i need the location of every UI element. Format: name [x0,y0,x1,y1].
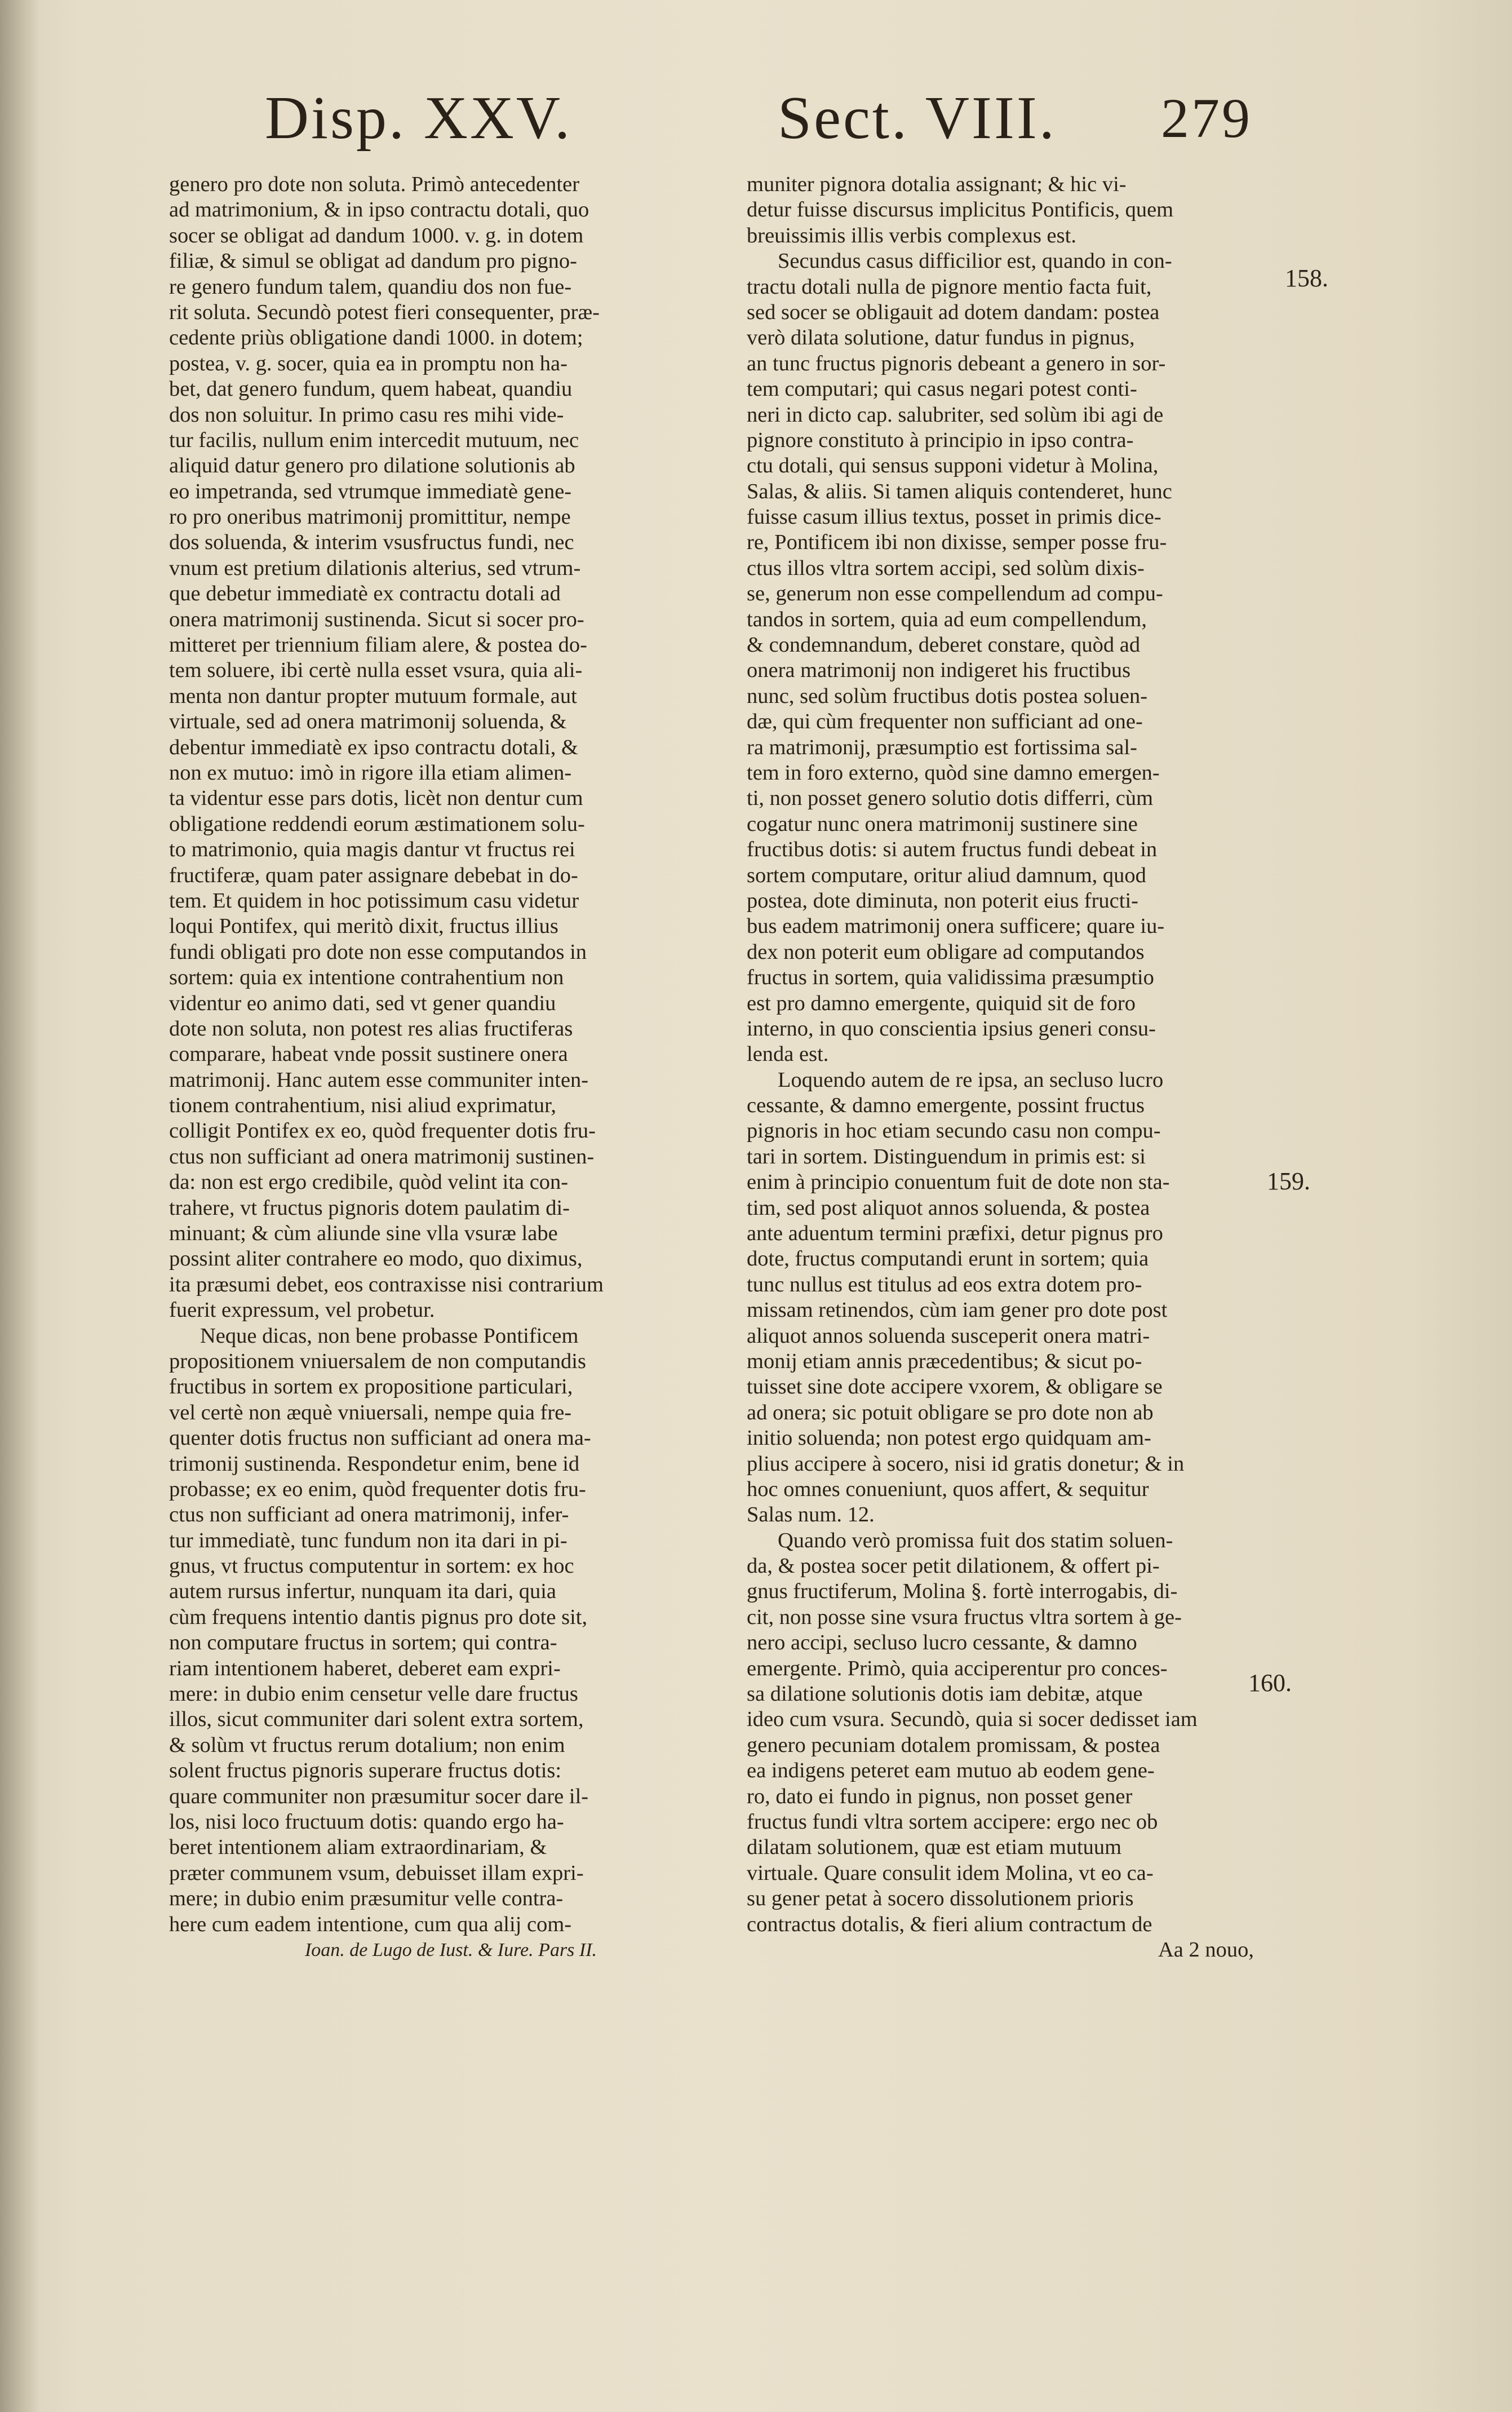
text-line: sortem computare, oritur aliud damnum, quod [747,863,1146,887]
text-line: postea, v. g. socer, quia ea in promptu non ha- [169,351,567,375]
text-line: menta non dantur propter mutuum formale, aut [169,684,577,708]
text-line: ta videntur esse pars dotis, licèt non dentur cum [169,786,583,811]
text-line: trimonij sustinenda. Respondetur enim, bene id [169,1451,580,1476]
text-line: ea indigens peteret eam mutuo ab eodem gene- [747,1759,1155,1783]
running-header [0,82,1512,172]
catchline: Ioan. de Lugo de Iust. & Iure. Pars II. [304,1939,597,1960]
text-line: gnus fructiferum, Molina §. fortè interrogabis, di- [747,1579,1178,1604]
text-line: eo impetranda, sed vtrumque immediatè gene- [169,479,572,503]
text-line: ad matrimonium, & in ipso contractu dotali, quo [169,198,589,222]
text-line: tuisset sine dote accipere vxorem, & obligare se [747,1375,1163,1399]
text-line: da: non est ergo credibile, quòd velint ita con- [169,1170,569,1194]
text-line: tari in sortem. Distinguendum in primis est: si [747,1144,1146,1169]
text-line: fundi obligati pro dote non esse computandos in [169,940,587,964]
header-disputation: Disp. XXV. [265,85,573,152]
text-line: Salas, & aliis. Si tamen aliquis contenderet, hunc [747,479,1172,503]
text-line: fructus fundi vltra sortem accipere: ergo nec ob [747,1810,1158,1834]
text-line: dos soluenda, & interim vsusfructus fundi, nec [169,530,574,555]
text-line: dote, fructus computandi erunt in sortem; quia [747,1247,1149,1271]
text-line: tem computari; qui casus negari potest conti- [747,377,1137,401]
text-line: sortem: quia ex intentione contrahentium non [169,966,564,990]
text-line: possint aliter contrahere eo modo, quo diximus, [169,1247,583,1271]
text-line: obligatione reddendi eorum æstimationem solu- [169,812,585,836]
text-line: onera matrimonij non indigeret his fructibus [747,658,1131,683]
text-line: vel certè non æquè vniuersali, nempe quia fre- [169,1400,572,1424]
text-line: debentur immediatè ex ipso contractu dotali, & [169,735,578,759]
text-line: re, Pontificem ibi non dixisse, semper posse fru- [747,530,1167,555]
text-line: ctus illos vltra sortem accipi, sed solùm dixis- [747,556,1145,580]
text-line: illos, sicut communiter dari solent extra sortem, [169,1707,584,1732]
text-line: tandos in sortem, quia ad eum compellendum, [747,607,1147,631]
text-line: propositionem vniuersalem de non computandis [169,1349,586,1373]
text-line: mere; in dubio enim præsumitur velle contra- [169,1887,564,1911]
text-line: cedente priùs obligatione dandi 1000. in dotem; [169,326,583,350]
text-line: fructibus in sortem ex propositione particulari, [169,1375,573,1399]
text-line: mere: in dubio enim censetur velle dare fructus [169,1682,578,1706]
text-line: postea, dote diminuta, non poterit eius fructi- [747,888,1138,913]
text-line: est pro damno emergente, quiquid sit de foro [747,991,1136,1015]
text-line: fructibus dotis: si autem fructus fundi debeat in [747,838,1158,862]
text-line: muniter pignora dotalia assignant; & hic vi- [747,172,1127,196]
text-line: dæ, qui cùm frequenter non sufficiant ad one- [747,710,1143,734]
text-line: beret intentionem aliam extraordinariam, & [169,1835,547,1860]
text-line: pignore constituto à principio in ipso contra- [747,428,1134,452]
text-line: videntur eo animo dati, sed vt gener quandiu [169,991,556,1015]
text-line: contractus dotalis, & fieri alium contractum de [747,1912,1152,1936]
text-line: tur immediatè, tunc fundum non ita dari in pi- [169,1528,567,1552]
text-line: tur facilis, nullum enim intercedit mutuum, nec [169,428,579,452]
text-line: ante aduentum termini præfixi, detur pignus pro [747,1222,1163,1246]
text-line: virtuale, sed ad onera matrimonij soluenda, & [169,710,567,734]
text-line: aliquid datur genero pro dilatione solutionis ab [169,454,575,478]
text-line: genero pecuniam dotalem promissam, & postea [747,1733,1160,1757]
text-line: lenda est. [747,1042,829,1066]
text-line: ctu dotali, qui sensus supponi videtur à Molina, [747,454,1159,478]
text-line: matrimonij. Hanc autem esse communiter inten- [169,1068,589,1092]
text-line: tem in foro externo, quòd sine damno emergen- [747,760,1160,785]
text-line: verò dilata solutione, datur fundus in pignus, [747,326,1135,350]
text-line: non ex mutuo: imò in rigore illa etiam alimen- [169,760,572,785]
text-line: ti, non posset genero solutio dotis differri, cùm [747,786,1154,811]
text-line: loqui Pontifex, qui meritò dixit, fructus illius [169,914,558,939]
signature-mark: Aa 2 nouo, [1158,1937,1254,1962]
text-line: fructiferæ, quam pater assignare debebat in do- [169,863,578,887]
text-line: nunc, sed solùm fructibus dotis postea soluen- [747,684,1148,708]
left-text-column [169,172,733,1963]
text-line: quenter dotis fructus non sufficiant ad onera ma- [169,1426,591,1450]
text-line: se, generum non esse compellendum ad compu- [747,582,1163,606]
text-line: non computare fructus in sortem; qui contra- [169,1631,557,1655]
text-line: plius accipere à socero, nisi id gratis donetur; & in [747,1451,1185,1476]
text-line: socer se obligat ad dandum 1000. v. g. in dotem [169,223,584,247]
text-line: tem soluere, ibi certè nulla esset vsura, quia ali- [169,658,583,683]
text-line: & condemnandum, deberet constare, quòd ad [747,633,1141,657]
text-line: ad onera; sic potuit obligare se pro dote non ab [747,1400,1154,1424]
text-line: los, nisi loco fructuum dotis: quando ergo ha- [169,1810,564,1834]
text-line: ita præsumi debet, eos contraxisse nisi contrarium [169,1272,604,1296]
text-line: mitteret per triennium filiam alere, & postea do- [169,633,587,657]
text-line: dote non soluta, non potest res alias fructiferas [169,1016,573,1041]
text-line: solent fructus pignoris superare fructus dotis: [169,1759,562,1783]
text-line: da, & postea socer petit dilationem, & offert pi- [747,1554,1160,1578]
text-line: Secundus casus difficilior est, quando in con- [778,249,1172,273]
text-line: bus eadem matrimonij onera sufficere; quare iu- [747,914,1165,939]
text-line: fuisse casum illius textus, posset in primis dice- [747,505,1161,529]
text-line: comparare, habeat vnde possit sustinere onera [169,1042,568,1066]
text-line: rit soluta. Secundò potest fieri consequenter, præ- [169,300,600,324]
text-line: breuissimis illis verbis complexus est. [747,223,1076,247]
text-line: tem. Et quidem in hoc potissimum casu videtur [169,888,579,913]
text-line: dilatam solutionem, quæ est etiam mutuum [747,1835,1122,1860]
text-line: Salas num. 12. [747,1503,875,1527]
text-line: pignoris in hoc etiam secundo casu non compu- [747,1119,1161,1143]
text-line: dos non soluitur. In primo casu res mihi vide- [169,402,564,427]
text-line: præter communem vsum, debuisset illam expri- [169,1861,584,1885]
text-line: gnus, vt fructus computentur in sortem: ex hoc [169,1554,574,1578]
text-line: hoc omnes conueniunt, quos affert, & sequitur [747,1477,1149,1501]
text-line: cùm frequens intentio dantis pignus pro dote sit, [169,1605,588,1629]
text-line: vnum est pretium dilationis alterius, sed vtrum- [169,556,581,580]
text-line: quare communiter non præsumitur socer dare il- [169,1784,589,1808]
text-line: tionem contrahentium, nisi aliud exprimatur, [169,1094,557,1118]
text-line: sa dilatione solutionis dotis iam debitæ, atque [747,1682,1143,1706]
text-line: filiæ, & simul se obligat ad dandum pro pigno- [169,249,577,273]
text-line: ctus non sufficiant ad onera matrimonij sustinen- [169,1144,595,1169]
text-line: fuerit expressum, vel probetur. [169,1298,435,1322]
text-line: monij etiam annis præcedentibus; & sicut po- [747,1349,1142,1373]
text-line: re genero fundum talem, quandiu dos non fue- [169,275,572,299]
text-line: riam intentionem haberet, deberet eam expri- [169,1656,561,1680]
text-line: emergente. Primò, quia acciperentur pro conces- [747,1656,1168,1680]
page-number: 279 [1161,87,1252,149]
text-line: tunc nullus est titulus ad eos extra dotem pro- [747,1272,1142,1296]
text-line: sed socer se obligauit ad dotem dandam: postea [747,300,1160,324]
text-line: here cum eadem intentione, cum qua alij com- [169,1912,572,1936]
text-line: cit, non posse sine vsura fructus vltra sortem à ge- [747,1605,1182,1629]
text-line: dex non poterit eum obligare ad computandos [747,940,1145,964]
text-line: cessante, & damno emergente, possint fructus [747,1094,1145,1118]
text-line: interno, in quo conscientia ipsius generi consu- [747,1016,1156,1041]
text-line: missam retinendos, cùm iam gener pro dote post [747,1298,1168,1322]
text-line: minuant; & cùm aliunde sine vlla vsuræ labe [169,1222,558,1246]
page-gutter-shadow [0,0,39,2412]
text-line: cogatur nunc onera matrimonij sustinere sine [747,812,1138,836]
text-line: su gener petat à socero dissolutionem prioris [747,1887,1134,1911]
text-line: initio soluenda; non potest ergo quidquam am- [747,1426,1151,1450]
text-line: aliquot annos soluenda susceperit onera matri- [747,1324,1150,1348]
text-line: detur fuisse discursus implicitus Pontificis, quem [747,198,1174,222]
text-line: to matrimonio, quia magis dantur vt fructus rei [169,838,575,862]
header-section: Sect. VIII. [778,85,1057,152]
margin-number-158: 158. [1285,264,1328,292]
text-line: onera matrimonij sustinenda. Sicut si socer pro- [169,607,584,631]
text-line: autem rursus infertur, nunquam ita dari, quia [169,1579,556,1604]
text-line: nero accipi, secluso lucro cessante, & damno [747,1631,1137,1655]
text-line: bet, dat genero fundum, quem habeat, quandiu [169,377,573,401]
text-line: trahere, vt fructus pignoris dotem paulatim di- [169,1196,570,1220]
text-line: enim à principio conuentum fuit de dote non sta- [747,1170,1170,1194]
text-line: ctus non sufficiant ad onera matrimonij, infer- [169,1503,569,1527]
text-line: colligit Pontifex ex eo, quòd frequenter dotis fru- [169,1119,596,1143]
text-line: ro pro oneribus matrimonij promittitur, nempe [169,505,571,529]
text-line: an tunc fructus pignoris debeant a genero in sor- [747,351,1166,375]
text-line: virtuale. Quare consulit idem Molina, vt eo ca- [747,1861,1154,1885]
text-line: tractu dotali nulla de pignore mentio facta fuit, [747,275,1152,299]
text-line: que debetur immediatè ex contractu dotali ad [169,582,561,606]
text-line: ideo cum vsura. Secundò, quia si socer dedisset iam [747,1707,1198,1732]
text-line: Quando verò promissa fuit dos statim soluen- [778,1528,1173,1552]
text-line: tim, sed post aliquot annos soluenda, & postea [747,1196,1150,1220]
text-line: & solùm vt fructus rerum dotalium; non enim [169,1733,565,1757]
text-line: neri in dicto cap. salubriter, sed solùm ibi agi de [747,402,1164,427]
text-line: probasse; ex eo enim, quòd frequenter dotis fru- [169,1477,586,1501]
text-line: genero pro dote non soluta. Primò antecedenter [169,172,580,196]
text-line: Loquendo autem de re ipsa, an secluso lucro [778,1068,1164,1092]
text-line: ra matrimonij, præsumptio est fortissima sal- [747,735,1137,759]
margin-number-159: 159. [1267,1167,1310,1195]
right-text-column [747,172,1265,1963]
margin-number-160: 160. [1248,1669,1292,1697]
text-line: ro, dato ei fundo in pignus, non posset gener [747,1784,1133,1808]
text-line: Neque dicas, non bene probasse Pontificem [200,1324,579,1348]
text-line: fructus in sortem, quia validissima præsumptio [747,966,1154,990]
